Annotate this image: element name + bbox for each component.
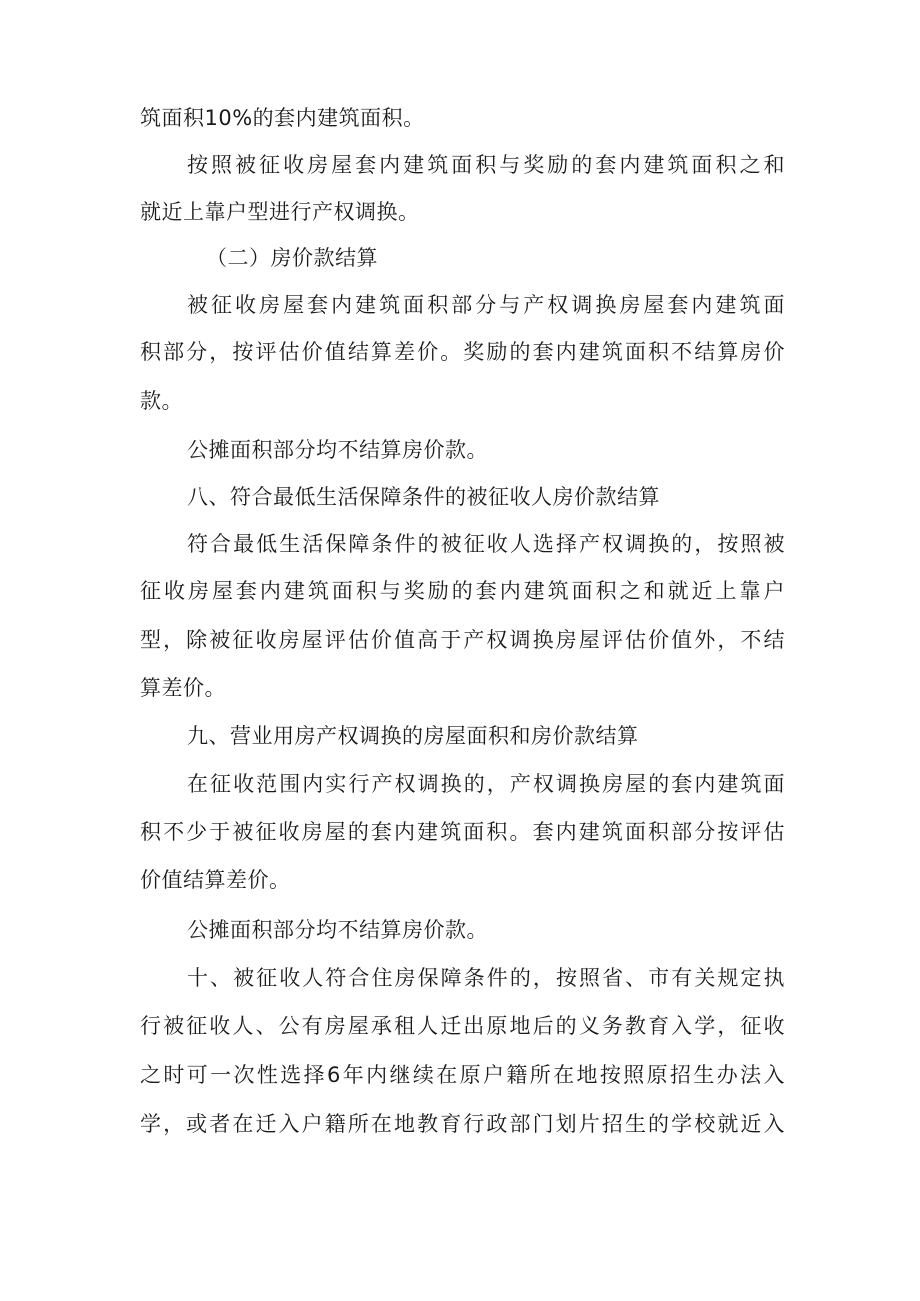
paragraph-line: 被征收房屋套内建筑面积部分与产权调换房屋套内建筑面 [187, 293, 785, 317]
paragraph-line: 按照被征收房屋套内建筑面积与奖励的套内建筑面积之和 [187, 153, 785, 177]
paragraph-line: 学，或者在迁入户籍所在地教育行政部门划片招生的学校就近入 [140, 1112, 785, 1136]
paragraph-line: 行被征收人、公有房屋承租人迁出原地后的义务教育入学，征收 [140, 1014, 785, 1038]
paragraph-line: 款。 [140, 389, 183, 413]
paragraph-line: 之时可一次性选择6年内继续在原户籍所在地按照原招生办法入 [140, 1063, 785, 1087]
paragraph-line: 算差价。 [140, 676, 226, 700]
paragraph-line: 积不少于被征收房屋的套内建筑面积。套内建筑面积部分按评估 [140, 820, 785, 844]
section-heading: （二）房价款结算 [206, 246, 378, 270]
paragraph-line: 十、被征收人符合住房保障条件的，按照省、市有关规定执 [187, 966, 785, 990]
section-heading: 八、符合最低生活保障条件的被征收人房价款结算 [187, 485, 660, 509]
paragraph-line: 就近上靠户型进行产权调换。 [140, 200, 420, 224]
paragraph-line: 符合最低生活保障条件的被征收人选择产权调换的，按照被 [187, 532, 785, 556]
paragraph-line: 价值结算差价。 [140, 868, 291, 892]
paragraph-line: 型，除被征收房屋评估价值高于产权调换房屋评估价值外，不结 [140, 628, 785, 652]
paragraph-line: 征收房屋套内建筑面积与奖励的套内建筑面积之和就近上靠户 [140, 579, 785, 603]
paragraph-line: 公摊面积部分均不结算房价款。 [187, 438, 488, 462]
paragraph-line: 在征收范围内实行产权调换的，产权调换房屋的套内建筑面 [187, 772, 785, 796]
paragraph-line: 筑面积10%的套内建筑面积。 [140, 106, 425, 130]
paragraph-line: 积部分，按评估价值结算差价。奖励的套内建筑面积不结算房价 [140, 340, 785, 364]
paragraph-line: 公摊面积部分均不结算房价款。 [187, 918, 488, 942]
section-heading: 九、营业用房产权调换的房屋面积和房价款结算 [187, 724, 639, 748]
